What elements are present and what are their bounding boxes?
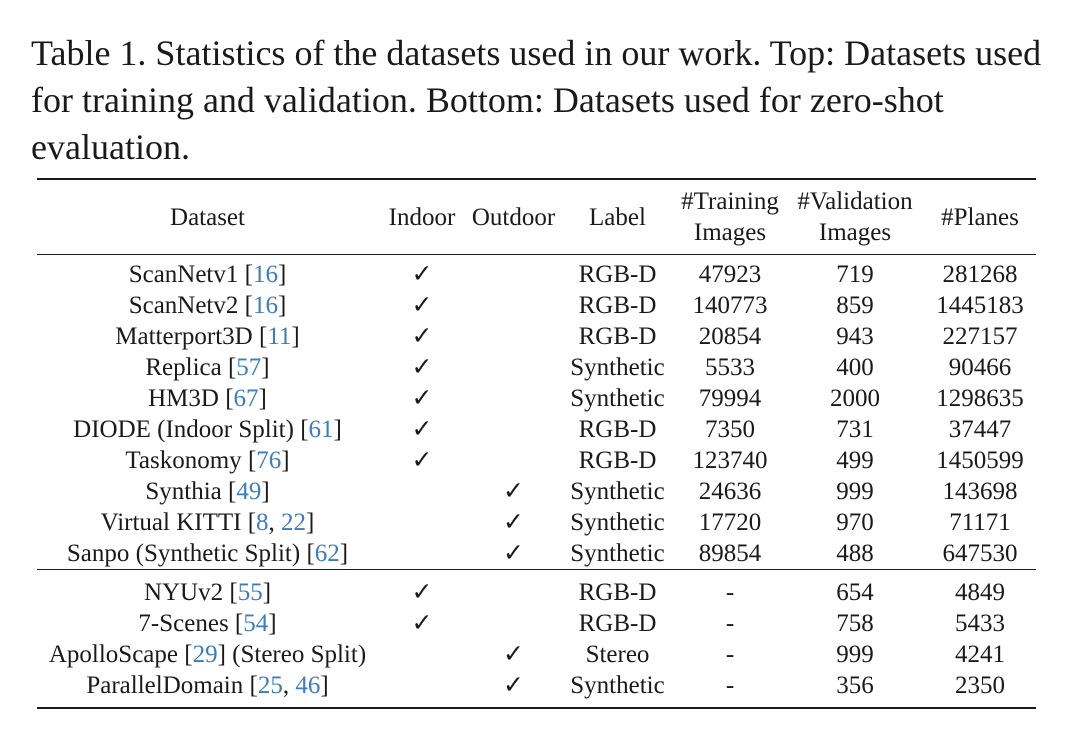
citation-link[interactable]: 54 <box>243 610 269 637</box>
dataset-name: Replica <box>145 354 222 381</box>
citation-close: ] <box>306 509 315 536</box>
dataset-name: ScanNetv1 <box>128 261 239 288</box>
dataset-statistics-table <box>37 178 1036 709</box>
checkmark-icon: ✓ <box>411 416 433 443</box>
planes-cell: 5433 <box>955 610 1005 637</box>
dataset-name: HM3D <box>148 385 219 412</box>
indoor-cell <box>378 414 466 445</box>
citation-close: ] <box>339 540 349 567</box>
table-row <box>37 414 1036 445</box>
indoor-cell <box>378 445 466 476</box>
citation-separator: , <box>268 509 282 536</box>
table-row <box>37 507 1036 538</box>
planes-cell: 647530 <box>942 540 1018 567</box>
dataset-name-cell <box>37 670 378 708</box>
validation-images-cell: 499 <box>836 447 874 474</box>
validation-images-cell: 654 <box>836 579 874 606</box>
outdoor-cell <box>466 608 561 639</box>
training-images-cell: 24636 <box>698 478 762 505</box>
outdoor-cell <box>466 255 561 291</box>
indoor-cell <box>378 507 466 538</box>
training-images-cell: 47923 <box>698 261 762 288</box>
table-row <box>37 570 1036 609</box>
citation-close: ] <box>320 672 329 699</box>
checkmark-icon: ✓ <box>411 385 433 412</box>
outdoor-cell <box>466 383 561 414</box>
label-cell: Synthetic <box>570 385 665 412</box>
citation-link[interactable]: 8 <box>256 509 269 536</box>
checkmark-icon: ✓ <box>503 672 524 699</box>
citation-separator: [ <box>300 540 315 567</box>
header-validation-images <box>786 179 924 255</box>
training-images-cell: 5533 <box>705 354 755 381</box>
citation-separator: [ <box>223 579 238 606</box>
citation-separator: [ <box>177 641 193 668</box>
citation-link[interactable]: 62 <box>314 540 340 567</box>
outdoor-cell <box>466 445 561 476</box>
label-cell: Synthetic <box>570 672 665 699</box>
citation-link[interactable]: 16 <box>252 261 278 288</box>
citation-link[interactable]: 16 <box>252 292 278 319</box>
citation-separator: [ <box>221 354 237 381</box>
citation-close: ] <box>262 579 272 606</box>
dataset-name-cell <box>37 608 378 639</box>
header-label: Label <box>589 203 646 231</box>
dataset-name-cell <box>37 383 378 414</box>
indoor-cell <box>378 352 466 383</box>
dataset-name-cell <box>37 352 378 383</box>
outdoor-cell <box>466 639 561 670</box>
label-cell: Synthetic <box>570 540 665 567</box>
validation-images-cell: 356 <box>836 672 874 699</box>
outdoor-cell <box>466 290 561 321</box>
checkmark-icon: ✓ <box>411 292 433 319</box>
planes-cell: 1450599 <box>936 447 1024 474</box>
citation-link[interactable]: 76 <box>256 447 282 474</box>
validation-images-cell: 999 <box>836 641 874 668</box>
citation-close: ] <box>261 478 270 505</box>
planes-cell: 2350 <box>955 672 1005 699</box>
indoor-cell <box>378 321 466 352</box>
outdoor-cell <box>466 476 561 507</box>
citation-separator: [ <box>293 416 309 443</box>
table-row <box>37 445 1036 476</box>
citation-link[interactable]: 29 <box>192 641 218 668</box>
citation-separator: [ <box>238 261 253 288</box>
dataset-name: Taskonomy <box>125 447 242 474</box>
citation-close: ] <box>258 385 267 412</box>
citation-close: ] <box>277 292 287 319</box>
outdoor-cell <box>466 507 561 538</box>
planes-cell: 227157 <box>942 323 1018 350</box>
citation-separator: [ <box>252 323 268 350</box>
label-cell: Stereo <box>585 641 650 668</box>
checkmark-icon: ✓ <box>411 579 433 606</box>
validation-images-cell: 2000 <box>830 385 880 412</box>
training-images-cell: - <box>725 579 735 606</box>
citation-link[interactable]: 46 <box>295 672 321 699</box>
dataset-name-cell <box>37 538 378 570</box>
citation-link[interactable]: 61 <box>308 416 334 443</box>
dataset-name-cell <box>37 414 378 445</box>
citation-link[interactable]: 49 <box>236 478 262 505</box>
table-row <box>37 608 1036 639</box>
training-images-cell: - <box>725 672 735 699</box>
label-cell: Synthetic <box>570 478 665 505</box>
citation-link[interactable]: 22 <box>281 509 307 536</box>
training-images-cell: 123740 <box>692 447 768 474</box>
indoor-cell <box>378 383 466 414</box>
training-images-cell: - <box>725 610 735 637</box>
validation-images-cell: 970 <box>836 509 874 536</box>
label-cell: Synthetic <box>570 354 665 381</box>
dataset-name-cell <box>37 570 378 609</box>
dataset-name: Matterport3D <box>115 323 253 350</box>
outdoor-cell <box>466 670 561 708</box>
outdoor-cell <box>466 321 561 352</box>
planes-cell: 90466 <box>948 354 1012 381</box>
header-training-images <box>674 179 786 255</box>
dataset-name-cell <box>37 445 378 476</box>
table-row <box>37 670 1036 708</box>
header-planes: #Planes <box>941 203 1019 231</box>
table-row <box>37 383 1036 414</box>
dataset-name-cell <box>37 639 378 670</box>
citation-separator: [ <box>228 610 244 637</box>
validation-images-cell: 488 <box>836 540 874 567</box>
table-row <box>37 321 1036 352</box>
checkmark-icon: ✓ <box>411 354 433 381</box>
citation-link[interactable]: 25 <box>257 672 283 699</box>
table-row <box>37 352 1036 383</box>
header-validation-line2: Images <box>818 219 892 246</box>
label-cell: RGB-D <box>578 292 657 319</box>
indoor-cell <box>378 670 466 708</box>
dataset-name-cell <box>37 290 378 321</box>
citation-close: ] <box>281 447 290 474</box>
label-cell: RGB-D <box>578 447 657 474</box>
planes-cell: 143698 <box>942 478 1018 505</box>
outdoor-cell <box>466 414 561 445</box>
dataset-name: Virtual KITTI <box>100 509 242 536</box>
citation-close: ] <box>277 261 287 288</box>
indoor-cell <box>378 255 466 291</box>
checkmark-icon: ✓ <box>411 447 433 474</box>
indoor-cell <box>378 290 466 321</box>
citation-link[interactable]: 57 <box>236 354 262 381</box>
citation-link[interactable]: 67 <box>233 385 259 412</box>
dataset-name-cell <box>37 476 378 507</box>
checkmark-icon: ✓ <box>411 261 433 288</box>
planes-cell: 1298635 <box>936 385 1024 412</box>
label-cell: RGB-D <box>578 610 657 637</box>
table-row <box>37 639 1036 670</box>
training-images-cell: 140773 <box>692 292 768 319</box>
indoor-cell <box>378 608 466 639</box>
table-row <box>37 538 1036 570</box>
indoor-cell <box>378 538 466 570</box>
outdoor-cell <box>466 570 561 609</box>
dataset-name: Sanpo (Synthetic Split) <box>66 540 301 567</box>
label-cell: RGB-D <box>578 579 657 606</box>
validation-images-cell: 731 <box>836 416 874 443</box>
citation-separator: [ <box>221 478 237 505</box>
citation-link[interactable]: 55 <box>237 579 263 606</box>
label-cell: RGB-D <box>578 416 657 443</box>
dataset-name: ScanNetv2 <box>128 292 239 319</box>
table-row <box>37 476 1036 507</box>
citation-separator: [ <box>241 447 257 474</box>
table-header <box>37 179 1036 255</box>
citation-separator: [ <box>238 292 253 319</box>
dataset-name: NYUv2 <box>143 579 224 606</box>
citation-close: ] <box>333 416 342 443</box>
planes-cell: 1445183 <box>936 292 1024 319</box>
header-training-line1: #Training <box>681 188 779 215</box>
label-cell: RGB-D <box>578 261 657 288</box>
zero-shot-datasets-section <box>37 570 1036 709</box>
label-cell: Synthetic <box>570 509 665 536</box>
validation-images-cell: 999 <box>836 478 874 505</box>
citation-close: ] <box>217 641 226 668</box>
dataset-name: ParallelDomain <box>86 672 244 699</box>
checkmark-icon: ✓ <box>503 478 524 505</box>
checkmark-icon: ✓ <box>411 610 433 637</box>
citation-separator: [ <box>243 672 258 699</box>
checkmark-icon: ✓ <box>503 509 524 536</box>
citation-close: ] <box>268 610 277 637</box>
training-images-cell: 20854 <box>698 323 762 350</box>
training-images-cell: 79994 <box>698 385 762 412</box>
header-dataset: Dataset <box>170 203 245 231</box>
dataset-name-cell <box>37 321 378 352</box>
dataset-name: 7-Scenes <box>138 610 229 637</box>
dataset-name-cell <box>37 255 378 291</box>
outdoor-cell <box>466 538 561 570</box>
planes-cell: 4241 <box>955 641 1005 668</box>
header-training-line2: Images <box>693 219 767 246</box>
validation-images-cell: 943 <box>836 323 874 350</box>
training-images-cell: 17720 <box>698 509 762 536</box>
citation-separator: [ <box>218 385 234 412</box>
training-datasets-section <box>37 255 1036 570</box>
indoor-cell <box>378 639 466 670</box>
table-row <box>37 290 1036 321</box>
header-indoor: Indoor <box>388 203 456 231</box>
citation-separator: , <box>282 672 296 699</box>
dataset-name: DIODE (Indoor Split) <box>73 416 294 443</box>
header-validation-line1: #Validation <box>797 188 913 215</box>
checkmark-icon: ✓ <box>503 641 524 668</box>
indoor-cell <box>378 476 466 507</box>
planes-cell: 37447 <box>948 416 1012 443</box>
citation-link[interactable]: 11 <box>267 323 292 350</box>
citation-close: ] <box>291 323 300 350</box>
indoor-cell <box>378 570 466 609</box>
planes-cell: 281268 <box>942 261 1018 288</box>
validation-images-cell: 859 <box>836 292 874 319</box>
validation-images-cell: 719 <box>836 261 874 288</box>
planes-cell: 71171 <box>949 509 1011 536</box>
dataset-name: Synthia <box>145 478 222 505</box>
validation-images-cell: 400 <box>836 354 874 381</box>
citation-close: ] <box>261 354 270 381</box>
table-row <box>37 255 1036 291</box>
header-outdoor: Outdoor <box>471 203 556 231</box>
validation-images-cell: 758 <box>836 610 874 637</box>
training-images-cell: 89854 <box>698 540 762 567</box>
outdoor-cell <box>466 352 561 383</box>
dataset-name-suffix: (Stereo Split) <box>225 641 367 668</box>
checkmark-icon: ✓ <box>411 323 433 350</box>
dataset-name: ApolloScape <box>48 641 178 668</box>
planes-cell: 4849 <box>955 579 1005 606</box>
training-images-cell: - <box>725 641 735 668</box>
table-caption: Table 1. Statistics of the datasets used in our work. Top: Datasets used for training and validation. Bottom: Datasets used for zero-shot evaluation. <box>31 33 1042 167</box>
checkmark-icon: ✓ <box>503 540 524 567</box>
label-cell: RGB-D <box>578 323 657 350</box>
training-images-cell: 7350 <box>705 416 755 443</box>
dataset-name-cell <box>37 507 378 538</box>
citation-separator: [ <box>241 509 257 536</box>
